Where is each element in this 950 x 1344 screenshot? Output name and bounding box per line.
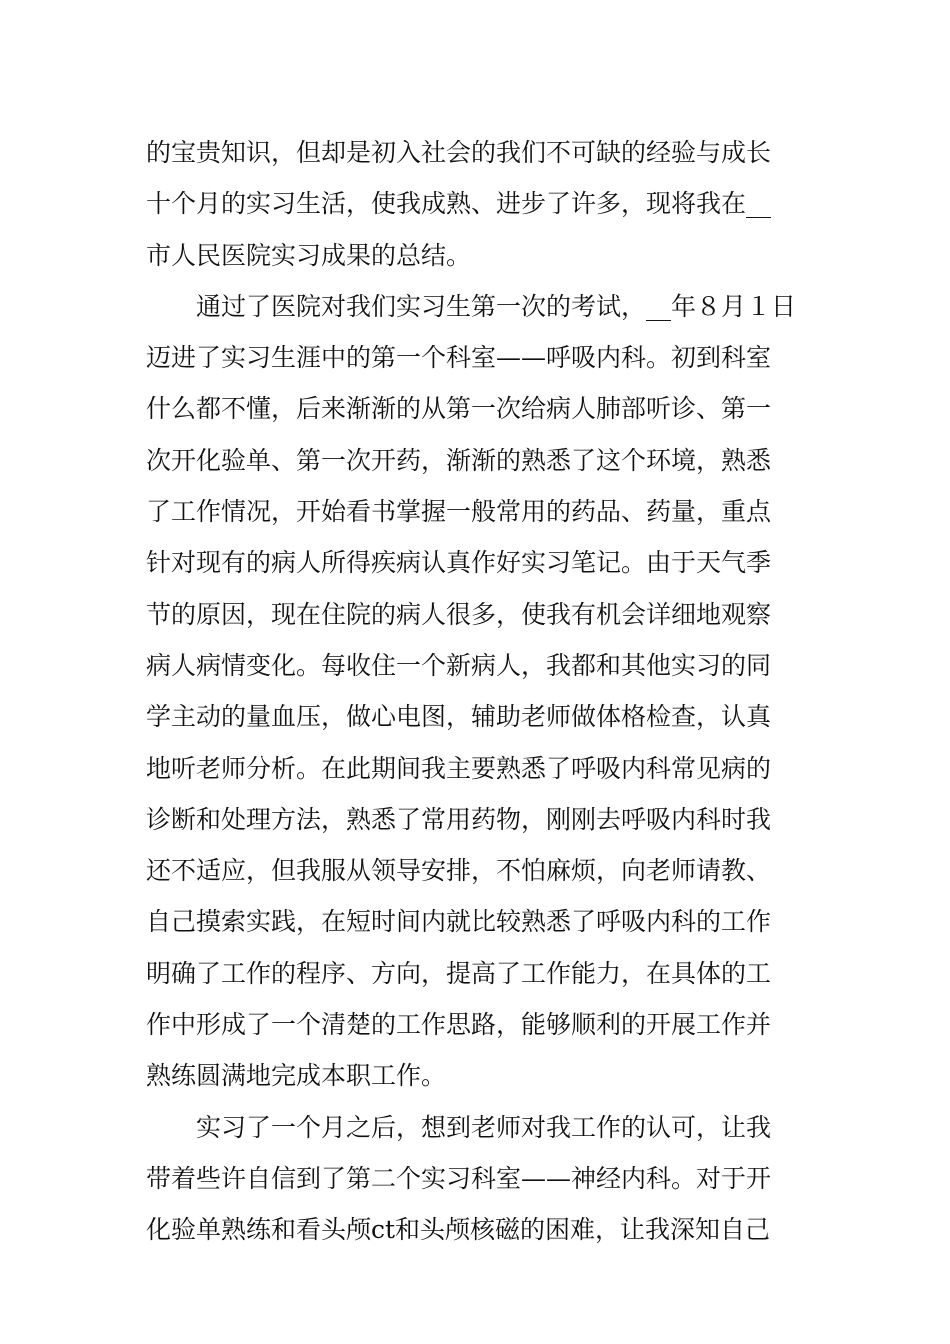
text-line: 化验单熟练和看头颅ct和头颅核磁的困难，让我深知自己 xyxy=(146,1215,771,1245)
text-line: 学主动的量血压，做心电图，辅助老师做体格检查，认真 xyxy=(146,702,772,732)
text-line: 的宝贵知识，但却是初入社会的我们不可缺的经验与成长 xyxy=(146,138,772,167)
text-line: 带着些许自信到了第二个实习科室——神经内科。对于开 xyxy=(146,1163,772,1193)
text-line-indented: 实习了一个月之后，想到老师对我工作的认可，让我 xyxy=(196,1112,772,1142)
text-line: 病人病情变化。每收住一个新病人，我都和其他实习的同 xyxy=(146,650,772,680)
text-line: 作中形成了一个清楚的工作思路，能够顺利的开展工作并 xyxy=(146,1010,772,1040)
text-line: 还不适应，但我服从领导安排，不怕麻烦，向老师请教、 xyxy=(146,856,772,886)
text-line: 熟练圆满地完成本职工作。 xyxy=(146,1061,447,1091)
text-line: 次开化验单、第一次开药，渐渐的熟悉了这个环境，熟悉 xyxy=(146,445,772,475)
text-line-indented: 通过了医院对我们实习生第一次的考试，__年８月１日 xyxy=(196,291,797,321)
text-line: 节的原因，现在住院的病人很多，使我有机会详细地观察 xyxy=(146,599,772,629)
text-line: 了工作情况，开始看书掌握一般常用的药品、药量，重点 xyxy=(146,497,772,527)
text-line: 地听老师分析。在此期间我主要熟悉了呼吸内科常见病的 xyxy=(146,753,772,783)
text-line: 诊断和处理方法，熟悉了常用药物，刚刚去呼吸内科时我 xyxy=(146,804,772,834)
text-line: 明确了工作的程序、方向，提高了工作能力，在具体的工 xyxy=(146,958,772,988)
text-line: 市人民医院实习成果的总结。 xyxy=(146,240,472,270)
text-line: 针对现有的病人所得疾病认真作好实习笔记。由于天气季 xyxy=(146,548,772,578)
text-line: 什么都不懂，后来渐渐的从第一次给病人肺部听诊、第一 xyxy=(146,394,772,424)
body-text xyxy=(146,127,808,1256)
text-line: 十个月的实习生活，使我成熟、进步了许多，现将我在__ xyxy=(146,189,772,219)
text-line: 迈进了实习生涯中的第一个科室——呼吸内科。初到科室 xyxy=(146,343,772,373)
text-line: 自己摸索实践，在短时间内就比较熟悉了呼吸内科的工作 xyxy=(146,907,772,937)
